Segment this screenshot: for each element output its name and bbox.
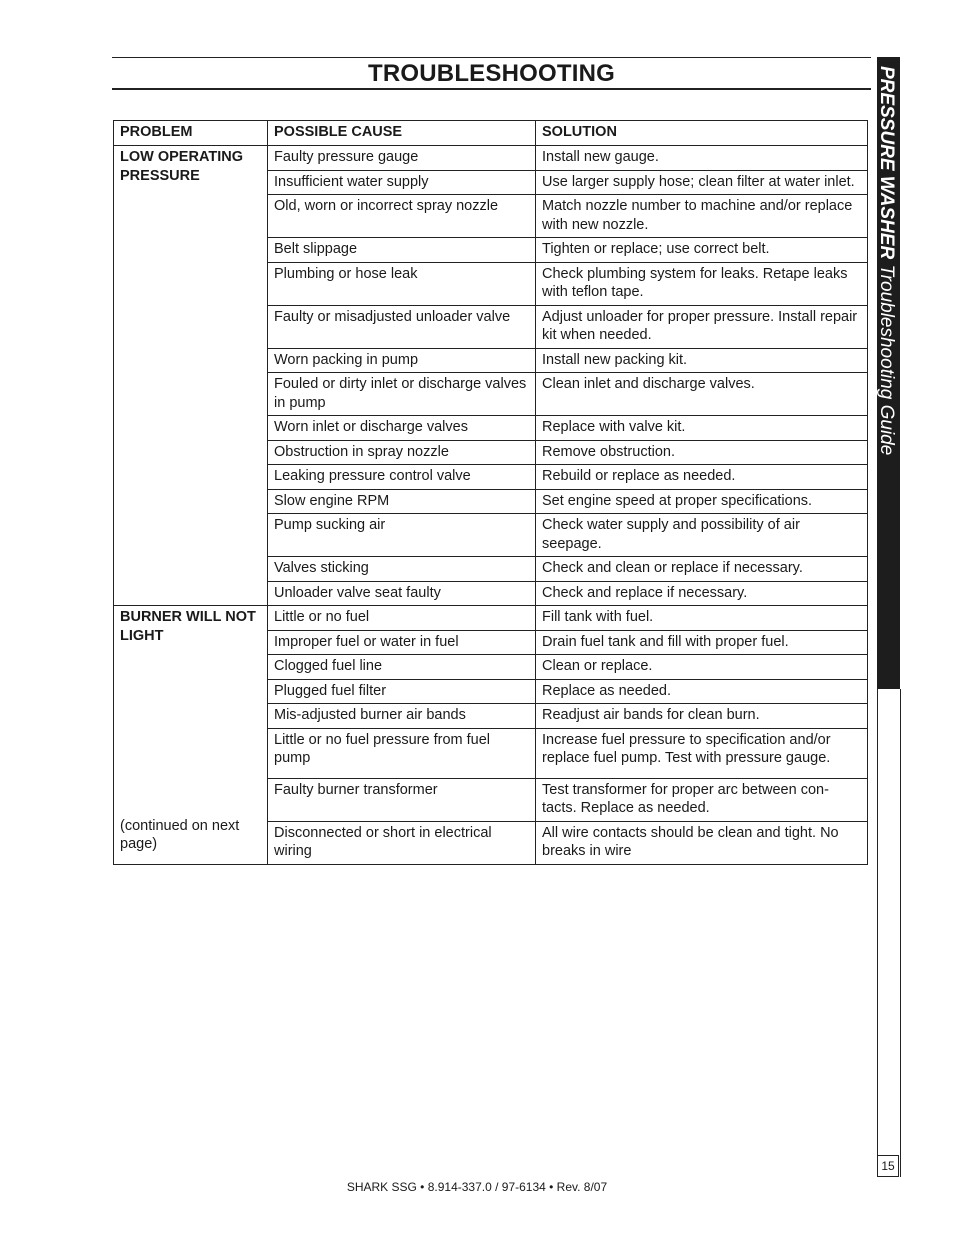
cause-cell: Worn packing in pump	[268, 348, 536, 373]
solution-cell: Check plumbing system for leaks. Retape leaks with teflon tape.	[536, 262, 868, 305]
cause-cell: Faulty burner transformer	[268, 778, 536, 821]
page-number: 15	[877, 1155, 899, 1177]
cause-cell: Old, worn or incorrect spray nozzle	[268, 195, 536, 238]
solution-cell: Clean inlet and discharge valves.	[536, 373, 868, 416]
cause-cell: Fouled or dirty inlet or discharge valves in pump	[268, 373, 536, 416]
solution-cell: Check and clean or replace if necessary.	[536, 557, 868, 582]
column-header-solution: SOLUTION	[536, 121, 868, 146]
solution-cell: Check water supply and possibility of air seepage.	[536, 514, 868, 557]
solution-cell: Set engine speed at proper specifications.	[536, 489, 868, 514]
solution-cell: Use larger supply hose; clean filter at water inlet.	[536, 170, 868, 195]
cause-cell: Worn inlet or discharge valves	[268, 416, 536, 441]
solution-cell: Adjust unloader for proper pressure. Install repair kit when needed.	[536, 305, 868, 348]
cause-cell: Unloader valve seat faulty	[268, 581, 536, 606]
solution-cell: Tighten or replace; use correct belt.	[536, 238, 868, 263]
solution-cell: Remove obstruction.	[536, 440, 868, 465]
cause-cell: Improper fuel or water in fuel	[268, 630, 536, 655]
cause-cell: Pump sucking air	[268, 514, 536, 557]
troubleshooting-table	[113, 120, 868, 865]
cause-cell: Plugged fuel filter	[268, 679, 536, 704]
side-tab-label-bold: PRESSURE WASHER	[876, 66, 897, 260]
solution-cell: Replace with valve kit.	[536, 416, 868, 441]
solution-cell: Replace as needed.	[536, 679, 868, 704]
cause-cell: Slow engine RPM	[268, 489, 536, 514]
cause-cell: Insufficient water supply	[268, 170, 536, 195]
cause-cell: Faulty or misadjusted unloader valve	[268, 305, 536, 348]
side-tab-label-rest: Troubleshooting Guide	[876, 259, 897, 456]
solution-cell: Fill tank with fuel.	[536, 606, 868, 631]
solution-cell: Check and replace if necessary.	[536, 581, 868, 606]
page-title: TROUBLESHOOTING	[368, 60, 615, 87]
solution-cell: All wire contacts should be clean and tight. No breaks in wire	[536, 821, 868, 864]
continued-note: (continued on next page)	[120, 817, 240, 852]
title-rule-top	[112, 57, 871, 58]
title-rule-bottom	[112, 88, 871, 90]
side-tab-label	[875, 66, 897, 455]
problem-cell	[114, 606, 268, 865]
cause-cell: Faulty pressure gauge	[268, 146, 536, 171]
table-row	[114, 146, 868, 171]
solution-cell: Clean or replace.	[536, 655, 868, 680]
cause-cell: Leaking pressure control valve	[268, 465, 536, 490]
cause-cell: Clogged fuel line	[268, 655, 536, 680]
cause-cell: Valves sticking	[268, 557, 536, 582]
cause-cell: Plumbing or hose leak	[268, 262, 536, 305]
column-header-problem: PROBLEM	[114, 121, 268, 146]
solution-cell: Rebuild or replace as needed.	[536, 465, 868, 490]
cause-cell: Little or no fuel pressure from fuel pump	[268, 728, 536, 778]
solution-cell: Install new packing kit.	[536, 348, 868, 373]
solution-cell: Increase fuel pressure to specification and/or replace fuel pump. Test with pressure gauge.	[536, 728, 868, 778]
header-row	[114, 121, 868, 146]
problem-label: BURNER WILL NOT LIGHT	[120, 609, 256, 644]
solution-cell: Test transformer for proper arc between con-tacts. Replace as needed.	[536, 778, 868, 821]
cause-cell: Belt slippage	[268, 238, 536, 263]
cause-cell: Disconnected or short in electrical wiring	[268, 821, 536, 864]
solution-cell: Readjust air bands for clean burn.	[536, 704, 868, 729]
solution-cell: Drain fuel tank and fill with proper fuel.	[536, 630, 868, 655]
cause-cell: Little or no fuel	[268, 606, 536, 631]
cause-cell: Mis-adjusted burner air bands	[268, 704, 536, 729]
problem-label: LOW OPERATING PRESSURE	[120, 149, 243, 184]
table-body	[114, 146, 868, 865]
cause-cell: Obstruction in spray nozzle	[268, 440, 536, 465]
column-header-cause: POSSIBLE CAUSE	[268, 121, 536, 146]
solution-cell: Match nozzle number to machine and/or replace with new nozzle.	[536, 195, 868, 238]
side-border	[877, 689, 901, 1177]
solution-cell: Install new gauge.	[536, 146, 868, 171]
footer: SHARK SSG • 8.914-337.0 / 97-6134 • Rev. 8/07	[346, 1180, 608, 1194]
table-row	[114, 606, 868, 631]
problem-cell	[114, 146, 268, 606]
